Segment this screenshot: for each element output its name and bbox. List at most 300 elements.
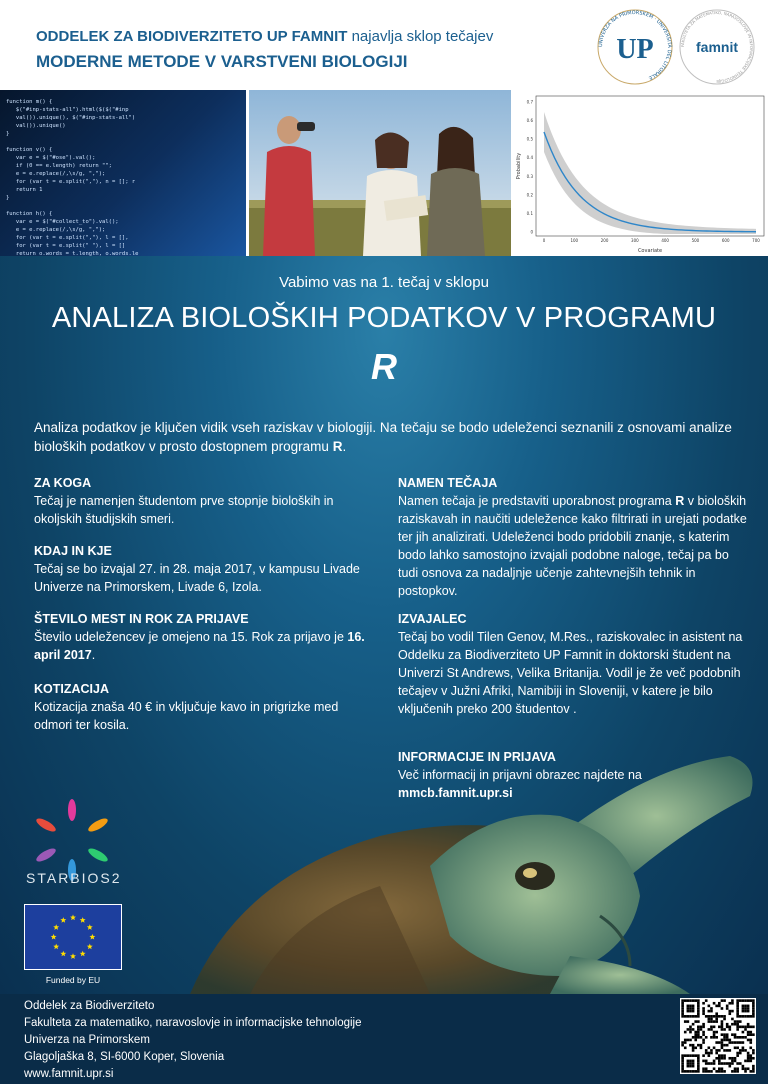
qr-cell	[723, 1018, 726, 1021]
qr-cell	[718, 1015, 721, 1018]
qr-cell	[694, 1046, 697, 1049]
qr-cell	[734, 1057, 737, 1060]
section-izvajalec	[398, 610, 748, 718]
qr-cell	[684, 1039, 687, 1042]
qr-cell	[749, 1057, 752, 1060]
qr-cell	[687, 1015, 690, 1018]
code-text: function m() { $("#inp-stats-all").html($($("#inp val()).unique(), $("#inp-stats-all") val()).unique() } function v() { var e = $("#ose").val(); if (0 == e.length) return ""; e = e.replace(/,\s/g, ","); for (var t = e.split(","), n = []; r return 1 } function h() { var e = $("#collect_to").val(); e = e.replace(/,\s/g, ","); for (var t = e.split(","), l = [], for (var t = e.split(" "), l = [] return o.words = t.length, o.words.le	[6, 99, 139, 256]
qr-cell	[710, 1028, 713, 1031]
section-text-a: Namen tečaja je predstaviti uporabnost programa	[398, 494, 672, 508]
qr-cell	[749, 1060, 752, 1063]
section-text-r: R	[675, 494, 685, 508]
qr-cell	[744, 999, 747, 1002]
course-title: ANALIZA BIOLOŠKIH PODATKOV V PROGRAMU	[51, 302, 717, 334]
qr-cell	[697, 1010, 700, 1013]
qr-cell	[731, 1060, 734, 1063]
qr-cell	[697, 1031, 700, 1034]
plot-x-tick: 200	[600, 238, 609, 243]
intro-r: R	[332, 439, 343, 454]
qr-cell	[744, 1067, 747, 1070]
qr-cell	[721, 1046, 724, 1049]
qr-cell	[752, 1052, 755, 1055]
section-heading: KOTIZACIJA	[34, 682, 109, 696]
plot-x-tick: 300	[631, 238, 639, 243]
qr-cell	[713, 1067, 716, 1070]
qr-cell	[736, 1002, 739, 1005]
qr-cell	[684, 1046, 687, 1049]
qr-cell	[692, 1044, 695, 1047]
qr-cell	[739, 1020, 742, 1023]
qr-cell	[721, 1070, 724, 1073]
plot-y-tick: 0.1	[526, 210, 533, 216]
qr-cell	[705, 1049, 708, 1052]
qr-cell	[723, 1015, 726, 1018]
qr-cell	[734, 1070, 737, 1073]
qr-cell	[687, 1020, 690, 1023]
qr-cell	[710, 1015, 713, 1018]
qr-cell	[731, 1010, 734, 1013]
qr-cell	[742, 1041, 745, 1044]
qr-cell	[736, 1010, 739, 1013]
qr-cell	[747, 1057, 750, 1060]
section-text: Tečaj se bo izvajal 27. in 28. maja 2017, v kampusu Livade Univerze na Primorskem, Livade 6, Izola.	[34, 562, 360, 594]
qr-cell	[687, 1010, 690, 1013]
footer	[0, 994, 768, 1084]
qr-cell	[739, 1052, 742, 1055]
qr-cell	[692, 1010, 695, 1013]
section-za-koga	[34, 474, 374, 528]
qr-cell	[689, 1065, 692, 1068]
plot-x-tick: 0	[542, 238, 546, 243]
qr-cell	[700, 1026, 703, 1029]
qr-cell	[705, 1070, 708, 1073]
qr-cell	[723, 1062, 726, 1065]
qr-cell	[726, 1033, 729, 1036]
qr-cell	[689, 1060, 692, 1063]
qr-cell	[697, 1026, 700, 1029]
qr-cell	[713, 1060, 716, 1063]
qr-cell	[734, 1033, 737, 1036]
qr-cell	[718, 1070, 721, 1073]
qr-cell	[736, 1036, 739, 1039]
qr-cell	[726, 1039, 729, 1042]
qr-cell	[742, 1065, 745, 1068]
qr-cell	[744, 1005, 747, 1008]
qr-cell	[713, 1062, 716, 1065]
qr-cell	[734, 1046, 737, 1049]
qr-cell	[749, 1070, 752, 1073]
qr-cell	[721, 1023, 724, 1026]
qr-cell	[747, 1023, 750, 1026]
qr-cell	[708, 1010, 711, 1013]
qr-cell	[752, 1012, 755, 1015]
section-heading: IZVAJALEC	[398, 612, 467, 626]
qr-cell	[715, 1052, 718, 1055]
qr-cell	[749, 1054, 752, 1057]
qr-cell	[736, 1046, 739, 1049]
photo-strip	[0, 90, 768, 256]
qr-cell	[684, 1041, 687, 1044]
starbios-label: STARBIOS2	[26, 870, 122, 886]
qr-cell	[697, 1057, 700, 1060]
qr-cell	[736, 999, 739, 1002]
qr-cell	[718, 1026, 721, 1029]
qr-cell	[687, 999, 690, 1002]
qr-cell	[713, 1002, 716, 1005]
deadline-date: 16. april 2017	[34, 630, 365, 662]
qr-cell	[692, 1054, 695, 1057]
footer-faculty: Fakulteta za matematiko, naravoslovje in informacijske tehnologije	[24, 1017, 362, 1029]
qr-cell	[689, 1010, 692, 1013]
qr-cell	[752, 1005, 755, 1008]
qr-cell	[710, 1007, 713, 1010]
qr-cell	[700, 1036, 703, 1039]
qr-cell	[726, 1062, 729, 1065]
plot-x-tick: 500	[691, 238, 700, 243]
qr-cell	[692, 1007, 695, 1010]
qr-cell	[697, 1044, 700, 1047]
qr-cell	[742, 1010, 745, 1013]
qr-cell	[687, 1028, 690, 1031]
qr-cell	[718, 1005, 721, 1008]
qr-cell	[728, 1010, 731, 1013]
qr-cell	[705, 1062, 708, 1065]
qr-cell	[692, 1015, 695, 1018]
qr-cell	[700, 1028, 703, 1031]
qr-cell	[708, 1028, 711, 1031]
qr-cell	[697, 1033, 700, 1036]
qr-cell	[723, 1070, 726, 1073]
section-text: Več informacij in prijavni obrazec najdete na	[398, 768, 642, 782]
qr-cell	[752, 1015, 755, 1018]
qr-cell	[734, 1067, 737, 1070]
qr-cell	[689, 1039, 692, 1042]
qr-cell	[749, 1039, 752, 1042]
qr-cell	[681, 1005, 684, 1008]
qr-cell	[749, 1031, 752, 1034]
eu-flag	[24, 904, 122, 970]
qr-cell	[721, 1041, 724, 1044]
qr-cell	[692, 1049, 695, 1052]
qr-cell	[728, 1065, 731, 1068]
qr-cell	[689, 1070, 692, 1073]
qr-cell	[705, 1067, 708, 1070]
qr-cell	[723, 1039, 726, 1042]
qr-cell	[742, 1067, 745, 1070]
qr-cell	[739, 999, 742, 1002]
plot-xlabel: Covariate	[637, 248, 663, 254]
qr-cell	[731, 1041, 734, 1044]
qr-cell	[752, 1002, 755, 1005]
plot-y-tick: 0.6	[526, 118, 533, 124]
qr-cell	[742, 999, 745, 1002]
qr-cell	[747, 1052, 750, 1055]
qr-cell	[747, 1031, 750, 1034]
qr-cell	[697, 1028, 700, 1031]
footer-website[interactable]: www.famnit.upr.si	[24, 1068, 114, 1080]
qr-cell	[731, 1002, 734, 1005]
qr-cell	[742, 1046, 745, 1049]
qr-cell	[728, 1012, 731, 1015]
plot-y-tick: 0.4	[526, 155, 533, 161]
qr-cell	[697, 1015, 700, 1018]
qr-cell	[742, 1005, 745, 1008]
qr-cell	[708, 1062, 711, 1065]
qr-cell	[744, 1060, 747, 1063]
qr-cell	[744, 1049, 747, 1052]
regression-plot-photo	[514, 90, 768, 256]
qr-cell	[736, 1020, 739, 1023]
qr-cell	[739, 1041, 742, 1044]
qr-cell	[747, 1039, 750, 1042]
qr-cell	[708, 1070, 711, 1073]
qr-cell	[697, 1012, 700, 1015]
qr-cell	[705, 999, 708, 1002]
qr-cell	[752, 999, 755, 1002]
qr-cell	[731, 1033, 734, 1036]
qr-cell	[723, 1028, 726, 1031]
qr-cell	[726, 1007, 729, 1010]
header-announce: najavlja sklop tečajev	[351, 28, 494, 45]
qr-cell	[702, 1070, 705, 1073]
qr-cell	[718, 1067, 721, 1070]
qr-cell	[715, 1041, 718, 1044]
qr-cell	[718, 1054, 721, 1057]
qr-cell	[739, 1036, 742, 1039]
qr-cell	[684, 1020, 687, 1023]
qr-cell	[708, 1018, 711, 1021]
qr-cell	[681, 1067, 684, 1070]
qr-cell	[747, 1010, 750, 1013]
qr-cell	[721, 1007, 724, 1010]
footer-university: Univerza na Primorskem	[24, 1034, 150, 1046]
section-stevilo-mest	[34, 610, 374, 664]
footer-address	[24, 998, 362, 1083]
qr-cell	[723, 1049, 726, 1052]
qr-cell	[721, 1057, 724, 1060]
qr-cell	[736, 1067, 739, 1070]
qr-cell	[692, 1028, 695, 1031]
qr-cell	[689, 1007, 692, 1010]
qr-cell	[684, 1054, 687, 1057]
qr-cell	[731, 1070, 734, 1073]
qr-cell	[723, 1033, 726, 1036]
qr-cell	[744, 1026, 747, 1029]
qr-cell	[692, 1065, 695, 1068]
qr-cell	[747, 999, 750, 1002]
qr-cell	[681, 1007, 684, 1010]
qr-cell	[715, 1005, 718, 1008]
qr-cell	[749, 1046, 752, 1049]
series-title: MODERNE METODE V VARSTVENI BIOLOGIJI	[36, 52, 408, 71]
qr-cell	[692, 1036, 695, 1039]
section-text: Tečaj je namenjen študentom prve stopnje bioloških in okoljskih študijskih smeri.	[34, 494, 334, 526]
footer-street: Glagoljaška 8, SI-6000 Koper, Slovenia	[24, 1051, 225, 1063]
qr-cell	[713, 1033, 716, 1036]
qr-cell	[708, 1015, 711, 1018]
qr-cell	[747, 1054, 750, 1057]
qr-cell	[687, 1039, 690, 1042]
qr-cell	[747, 1067, 750, 1070]
qr-cell	[697, 1070, 700, 1073]
qr-cell	[715, 1036, 718, 1039]
qr-cell	[752, 1057, 755, 1060]
qr-cell	[736, 1026, 739, 1029]
qr-cell	[702, 1002, 705, 1005]
section-text-wrap	[34, 628, 374, 664]
qr-cell	[736, 1041, 739, 1044]
intro-paragraph	[34, 418, 734, 456]
qr-cell	[681, 1002, 684, 1005]
qr-cell	[689, 999, 692, 1002]
plot-y-tick: 0.3	[526, 173, 533, 179]
plot-x-tick: 100	[570, 238, 579, 243]
qr-cell	[702, 1060, 705, 1063]
qr-cell	[715, 1057, 718, 1060]
qr-cell	[739, 1062, 742, 1065]
qr-cell	[715, 1031, 718, 1034]
qr-cell	[689, 1028, 692, 1031]
qr-cell	[694, 999, 697, 1002]
fieldwork-photo	[249, 90, 511, 256]
qr-cell	[736, 1052, 739, 1055]
qr-cell	[723, 1044, 726, 1047]
qr-cell	[702, 1033, 705, 1036]
qr-cell	[708, 1046, 711, 1049]
main-content	[0, 256, 768, 994]
qr-cell	[742, 1031, 745, 1034]
qr-cell	[726, 1049, 729, 1052]
qr-cell	[702, 1010, 705, 1013]
code-screenshot-photo	[0, 90, 246, 256]
qr-cell	[689, 1005, 692, 1008]
qr-cell	[744, 1010, 747, 1013]
qr-cell	[744, 1028, 747, 1031]
qr-cell	[694, 1036, 697, 1039]
qr-cells	[681, 999, 754, 1072]
section-heading: KDAJ IN KJE	[34, 544, 112, 558]
qr-cell	[702, 1041, 705, 1044]
qr-cell	[681, 1057, 684, 1060]
qr-cell	[710, 1062, 713, 1065]
qr-cell	[710, 1010, 713, 1013]
qr-cell	[687, 1054, 690, 1057]
qr-cell	[713, 1031, 716, 1034]
qr-cell	[728, 1002, 731, 1005]
qr-cell	[721, 1054, 724, 1057]
plot-y-tick: 0.7	[526, 99, 533, 105]
eu-funding-label: Funded by EU	[45, 975, 101, 985]
header	[0, 0, 768, 90]
footer-department: Oddelek za Biodiverziteto	[24, 1000, 155, 1012]
qr-cell	[742, 1015, 745, 1018]
qr-cell	[752, 1065, 755, 1068]
qr-cell	[736, 1005, 739, 1008]
qr-cell	[744, 1070, 747, 1073]
qr-cell	[687, 1060, 690, 1063]
qr-cell	[728, 1062, 731, 1065]
qr-cell	[697, 1067, 700, 1070]
qr-cell	[713, 1036, 716, 1039]
qr-cell	[681, 1010, 684, 1013]
section-text: Število udeležencev je omejeno na 15. Rok za prijavo je	[34, 630, 344, 644]
qr-cell	[689, 1044, 692, 1047]
qr-cell	[721, 1028, 724, 1031]
qr-cell	[697, 1036, 700, 1039]
qr-cell	[710, 1020, 713, 1023]
famnit-logo-ring-text: FAKULTETA ZA MATEMATIKO, NARAVOSLOVJE IN INFORMACIJSKE TEHNOLOGIJE	[679, 9, 755, 85]
qr-cell	[736, 1023, 739, 1026]
qr-cell	[752, 1026, 755, 1029]
qr-cell	[723, 999, 726, 1002]
qr-cell	[744, 1007, 747, 1010]
qr-cell	[713, 1015, 716, 1018]
qr-cell	[684, 999, 687, 1002]
qr-cell	[697, 1065, 700, 1068]
qr-cell	[731, 999, 734, 1002]
qr-cell	[700, 1046, 703, 1049]
qr-cell	[739, 1049, 742, 1052]
qr-cell	[749, 1015, 752, 1018]
header-organization-line	[36, 28, 493, 45]
university-of-primorska-logo	[596, 8, 674, 86]
qr-cell	[728, 1039, 731, 1042]
qr-cell	[721, 1026, 724, 1029]
qr-cell	[687, 1070, 690, 1073]
qr-cell	[718, 1002, 721, 1005]
qr-cell	[697, 999, 700, 1002]
qr-cell	[739, 1026, 742, 1029]
qr-cell	[692, 1062, 695, 1065]
qr-code[interactable]	[680, 998, 756, 1074]
qr-cell	[692, 1023, 695, 1026]
famnit-logo-text: famnit	[696, 39, 738, 55]
qr-cell	[702, 1012, 705, 1015]
qr-cell	[747, 1007, 750, 1010]
section-text-wrap	[398, 492, 748, 600]
registration-link[interactable]: mmcb.famnit.upr.si	[398, 786, 513, 800]
plot-y-tick: 0.5	[526, 136, 533, 142]
intro-text: Analiza podatkov je ključen vidik vseh raziskav v biologiji. Na tečaju se bodo udeleženci seznanili z osnovami analize bioloških podatkov v prosto dostopnem programu	[34, 420, 732, 454]
qr-cell	[749, 1041, 752, 1044]
qr-cell	[710, 1036, 713, 1039]
qr-cell	[728, 1026, 731, 1029]
qr-cell	[708, 1020, 711, 1023]
section-kdaj-in-kje	[34, 542, 374, 596]
intro-end: .	[342, 439, 347, 454]
qr-cell	[721, 1039, 724, 1042]
section-heading: ZA KOGA	[34, 476, 92, 490]
qr-cell	[721, 1020, 724, 1023]
qr-cell	[708, 1005, 711, 1008]
qr-cell	[726, 1005, 729, 1008]
famnit-logo	[678, 8, 756, 86]
qr-cell	[718, 1041, 721, 1044]
qr-cell	[752, 1070, 755, 1073]
qr-cell	[702, 1023, 705, 1026]
qr-cell	[718, 1062, 721, 1065]
up-logo-ring-text: UNIVERZA NA PRIMORSKEM · UNIVERSITÀ DEL LITORALE	[597, 9, 673, 81]
qr-cell	[684, 1015, 687, 1018]
qr-cell	[726, 1023, 729, 1026]
qr-cell	[752, 1049, 755, 1052]
qr-cell	[731, 1023, 734, 1026]
qr-cell	[734, 1036, 737, 1039]
qr-cell	[736, 1015, 739, 1018]
qr-cell	[752, 1010, 755, 1013]
qr-cell	[705, 1015, 708, 1018]
qr-cell	[692, 1046, 695, 1049]
